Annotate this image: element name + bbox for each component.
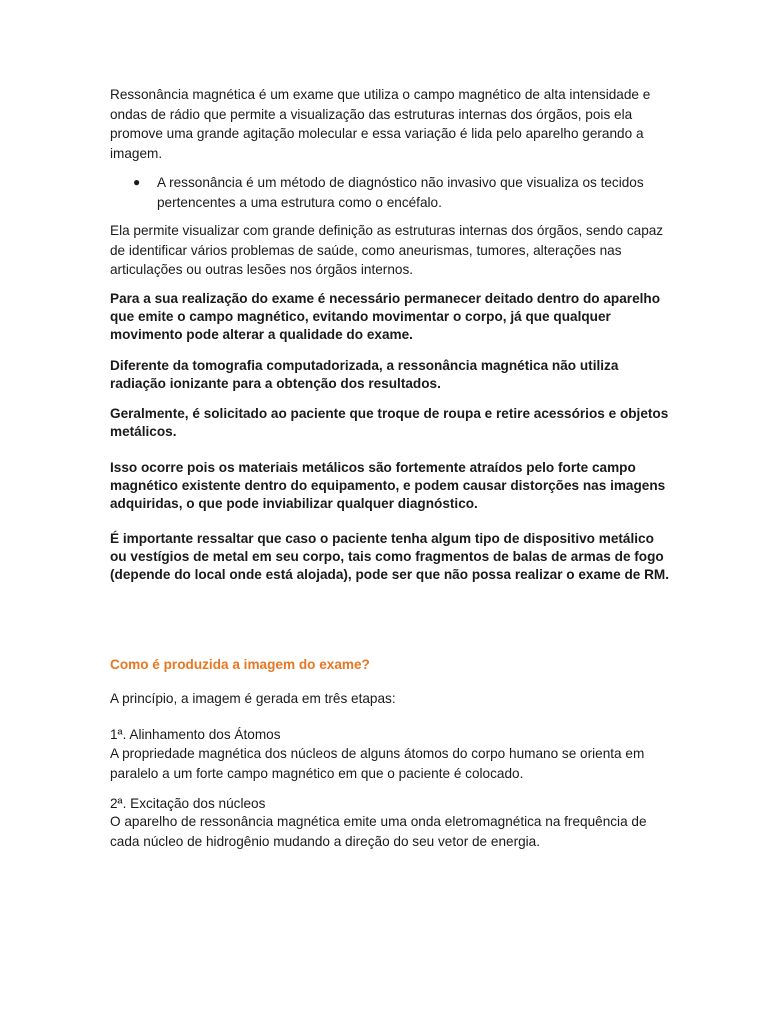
bullet-item: A ressonância é um método de diagnóstico não invasivo que visualiza os tecidos pertencentes a uma estrutura como o encéfalo. bbox=[157, 175, 644, 210]
bold-paragraph-radiation: Diferente da tomografia computadorizada, a ressonância magnética não utiliza radiação ionizante para a obtenção dos resultados. bbox=[110, 358, 619, 391]
bold-paragraph-clothing: Geralmente, é solicitado ao paciente que troque de roupa e retire acessórios e objetos metálicos. bbox=[110, 406, 669, 439]
step-2-title: 2ª. Excitação dos núcleos bbox=[110, 796, 266, 811]
step-1-text: A propriedade magnética dos núcleos de alguns átomos do corpo humano se orienta em paralelo a um forte campo magnético em que o paciente é colocado. bbox=[110, 746, 645, 781]
step-2-text: O aparelho de ressonância magnética emite uma onda eletromagnética na frequência de cada núcleo de hidrogênio mudando a direção do seu vetor de energia. bbox=[110, 814, 647, 849]
section-heading: Como é produzida a imagem do exame? bbox=[110, 657, 370, 672]
bullet-marker: ● bbox=[133, 175, 141, 189]
bold-paragraph-devices: É importante ressaltar que caso o paciente tenha algum tipo de dispositivo metálico ou vestígios de metal em seu corpo, tais como fragmentos de balas de armas de fogo (depende do local onde está alojada), pode ser que não possa realizar o exame de RM. bbox=[110, 531, 670, 582]
paragraph-intro: Ressonância magnética é um exame que utiliza o campo magnético de alta intensidade e ondas de rádio que permite a visualização das estruturas internas dos órgãos, pois ela promove uma grande agitação molecular e essa variação é lida pelo aparelho gerando a imagem. bbox=[110, 87, 651, 161]
bold-paragraph-procedure: Para a sua realização do exame é necessário permanecer deitado dentro do aparelho que emite o campo magnético, evitando movimentar o corpo, já que qualquer movimento pode alterar a qualidade do exame. bbox=[110, 291, 661, 342]
step-1-title: 1ª. Alinhamento dos Átomos bbox=[110, 727, 281, 742]
paragraph-visualization: Ela permite visualizar com grande definição as estruturas internas dos órgãos, sendo capaz de identificar vários problemas de saúde, como aneurismas, tumores, alterações nas articulações ou outras lesões nos órgãos internos. bbox=[110, 223, 664, 277]
paragraph-stages-intro: A princípio, a imagem é gerada em três etapas: bbox=[110, 691, 396, 706]
bold-paragraph-metals: Isso ocorre pois os materiais metálicos são fortemente atraídos pelo forte campo magnético existente dentro do equipamento, e podem causar distorções nas imagens adquiridas, o que pode inviabilizar qualquer diagnóstico. bbox=[110, 460, 666, 511]
